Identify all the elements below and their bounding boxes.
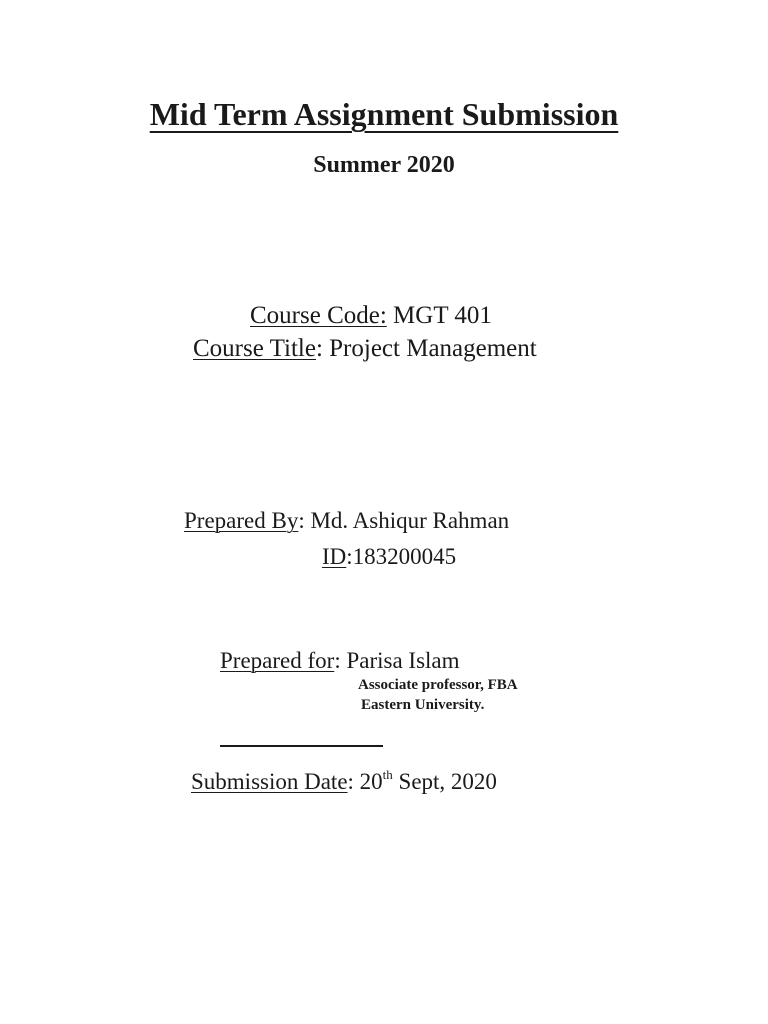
course-title-label: Course Title <box>193 335 316 362</box>
prepared-by-line <box>184 508 509 534</box>
signature-line <box>220 745 383 747</box>
course-title-value: : Project Management <box>315 335 537 362</box>
student-id-label: ID <box>322 544 347 569</box>
prepared-by-label: Prepared By <box>184 508 299 533</box>
course-code-value: MGT 401 <box>386 302 492 329</box>
prepared-for-line <box>220 648 460 674</box>
instructor-designation: Associate professor, FBA <box>358 677 518 693</box>
submission-date-line <box>191 767 497 795</box>
submission-date-label: Submission Date <box>191 769 348 794</box>
instructor-university: Eastern University. <box>361 697 485 713</box>
instructor-name: : Parisa Islam <box>334 648 460 673</box>
course-code-label: Course Code: <box>250 302 387 329</box>
student-name: : Md. Ashiqur Rahman <box>298 508 510 533</box>
document-title: Mid Term Assignment Submission <box>149 96 619 132</box>
course-code-line <box>250 302 492 330</box>
student-id-value: :183200045 <box>346 544 457 569</box>
term-subtitle: Summer 2020 <box>313 152 455 178</box>
submission-day: : 20 <box>347 769 383 794</box>
student-id-line <box>322 544 456 570</box>
prepared-for-label: Prepared for <box>220 648 335 673</box>
submission-day-suffix: th <box>382 767 393 782</box>
course-title-line <box>193 335 537 363</box>
submission-month-year: Sept, 2020 <box>392 769 497 794</box>
